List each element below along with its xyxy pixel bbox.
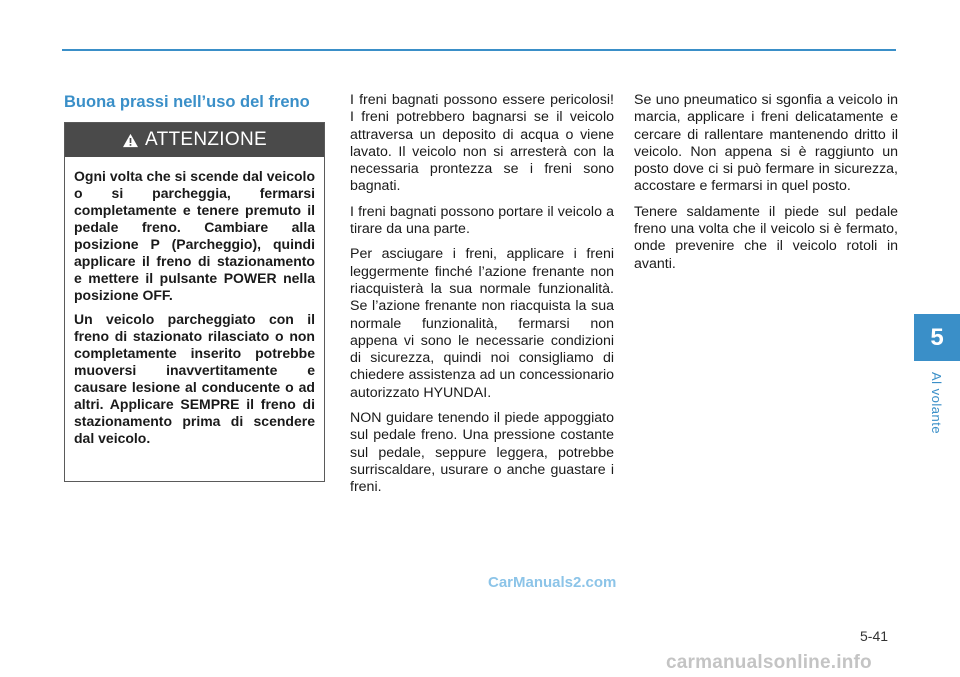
warning-triangle-icon [122, 133, 139, 148]
warning-box [64, 122, 325, 482]
body-paragraph: Per asciugare i freni, applicare i freni leggermente finché l’azione frenante non riacquisterà la sua normale funzionalità. Se l’azione frenante non riacquista la sua normale funzionalità, fermarsi non appena vi sono le necessarie condizioni di sicurezza, quindi noi consigliamo di chiedere assistenza ad un concessionario autorizzato HYUNDAI. [350, 246, 614, 401]
warning-paragraph: Un veicolo parcheggiato con il freno di stazionato rilasciato o non completamente inserito potrebbe muoversi inavvertitamente e causare lesione al conducente o ad altri. Applicare SEMPRE il freno di stazionamento prima di scendere dal veicolo. [74, 311, 315, 446]
watermark-text: CarManuals2.com [488, 574, 617, 591]
chapter-label: Al volante [929, 372, 944, 435]
warning-body [65, 157, 324, 447]
body-paragraph: Se uno pneumatico si sgonfia a veicolo in marcia, applicare i freni delicatamente e cercare di rallentare mantenendo dritto il veicolo. Non appena si è raggiunto un posto dove ci si può fermare in sicurezza, accostare e fermarsi in quel posto. [634, 92, 898, 195]
section-title: Buona prassi nell’uso del freno [64, 93, 310, 111]
warning-paragraph: Ogni volta che si scende dal veicolo o si parcheggia, fermarsi completamente e tenere premuto il pedale freno. Cambiare alla posizione P (Parcheggio), quindi applicare il freno di stazionamento e mettere il pulsante POWER nella posizione OFF. [74, 168, 315, 303]
right-column [634, 92, 898, 281]
body-paragraph: NON guidare tenendo il piede appoggiato sul pedale freno. Una pressione costante sul pedale, seppure leggera, potrebbe surriscaldare, usurare o anche guastare i freni. [350, 410, 614, 496]
chapter-tab [914, 314, 960, 361]
middle-column [350, 92, 614, 505]
footer-watermark: carmanualsonline.info [666, 652, 872, 673]
body-paragraph: I freni bagnati possono essere pericolosi! I freni potrebbero bagnarsi se il veicolo attraversa un deposito di acqua o viene lavato. Il veicolo non si arresterà con la necessaria prontezza se i freni sono bagnati. [350, 92, 614, 195]
body-paragraph: Tenere saldamente il piede sul pedale freno una volta che il veicolo si è fermato, onde prevenire che il veicolo rotoli in avanti. [634, 203, 898, 272]
body-paragraph: I freni bagnati possono portare il veicolo a tirare da una parte. [350, 203, 614, 238]
page-number: 5-41 [860, 628, 889, 644]
warning-title: ATTENZIONE [145, 129, 267, 150]
warning-header [65, 123, 324, 157]
top-rule [62, 49, 896, 51]
chapter-number: 5 [930, 323, 944, 351]
